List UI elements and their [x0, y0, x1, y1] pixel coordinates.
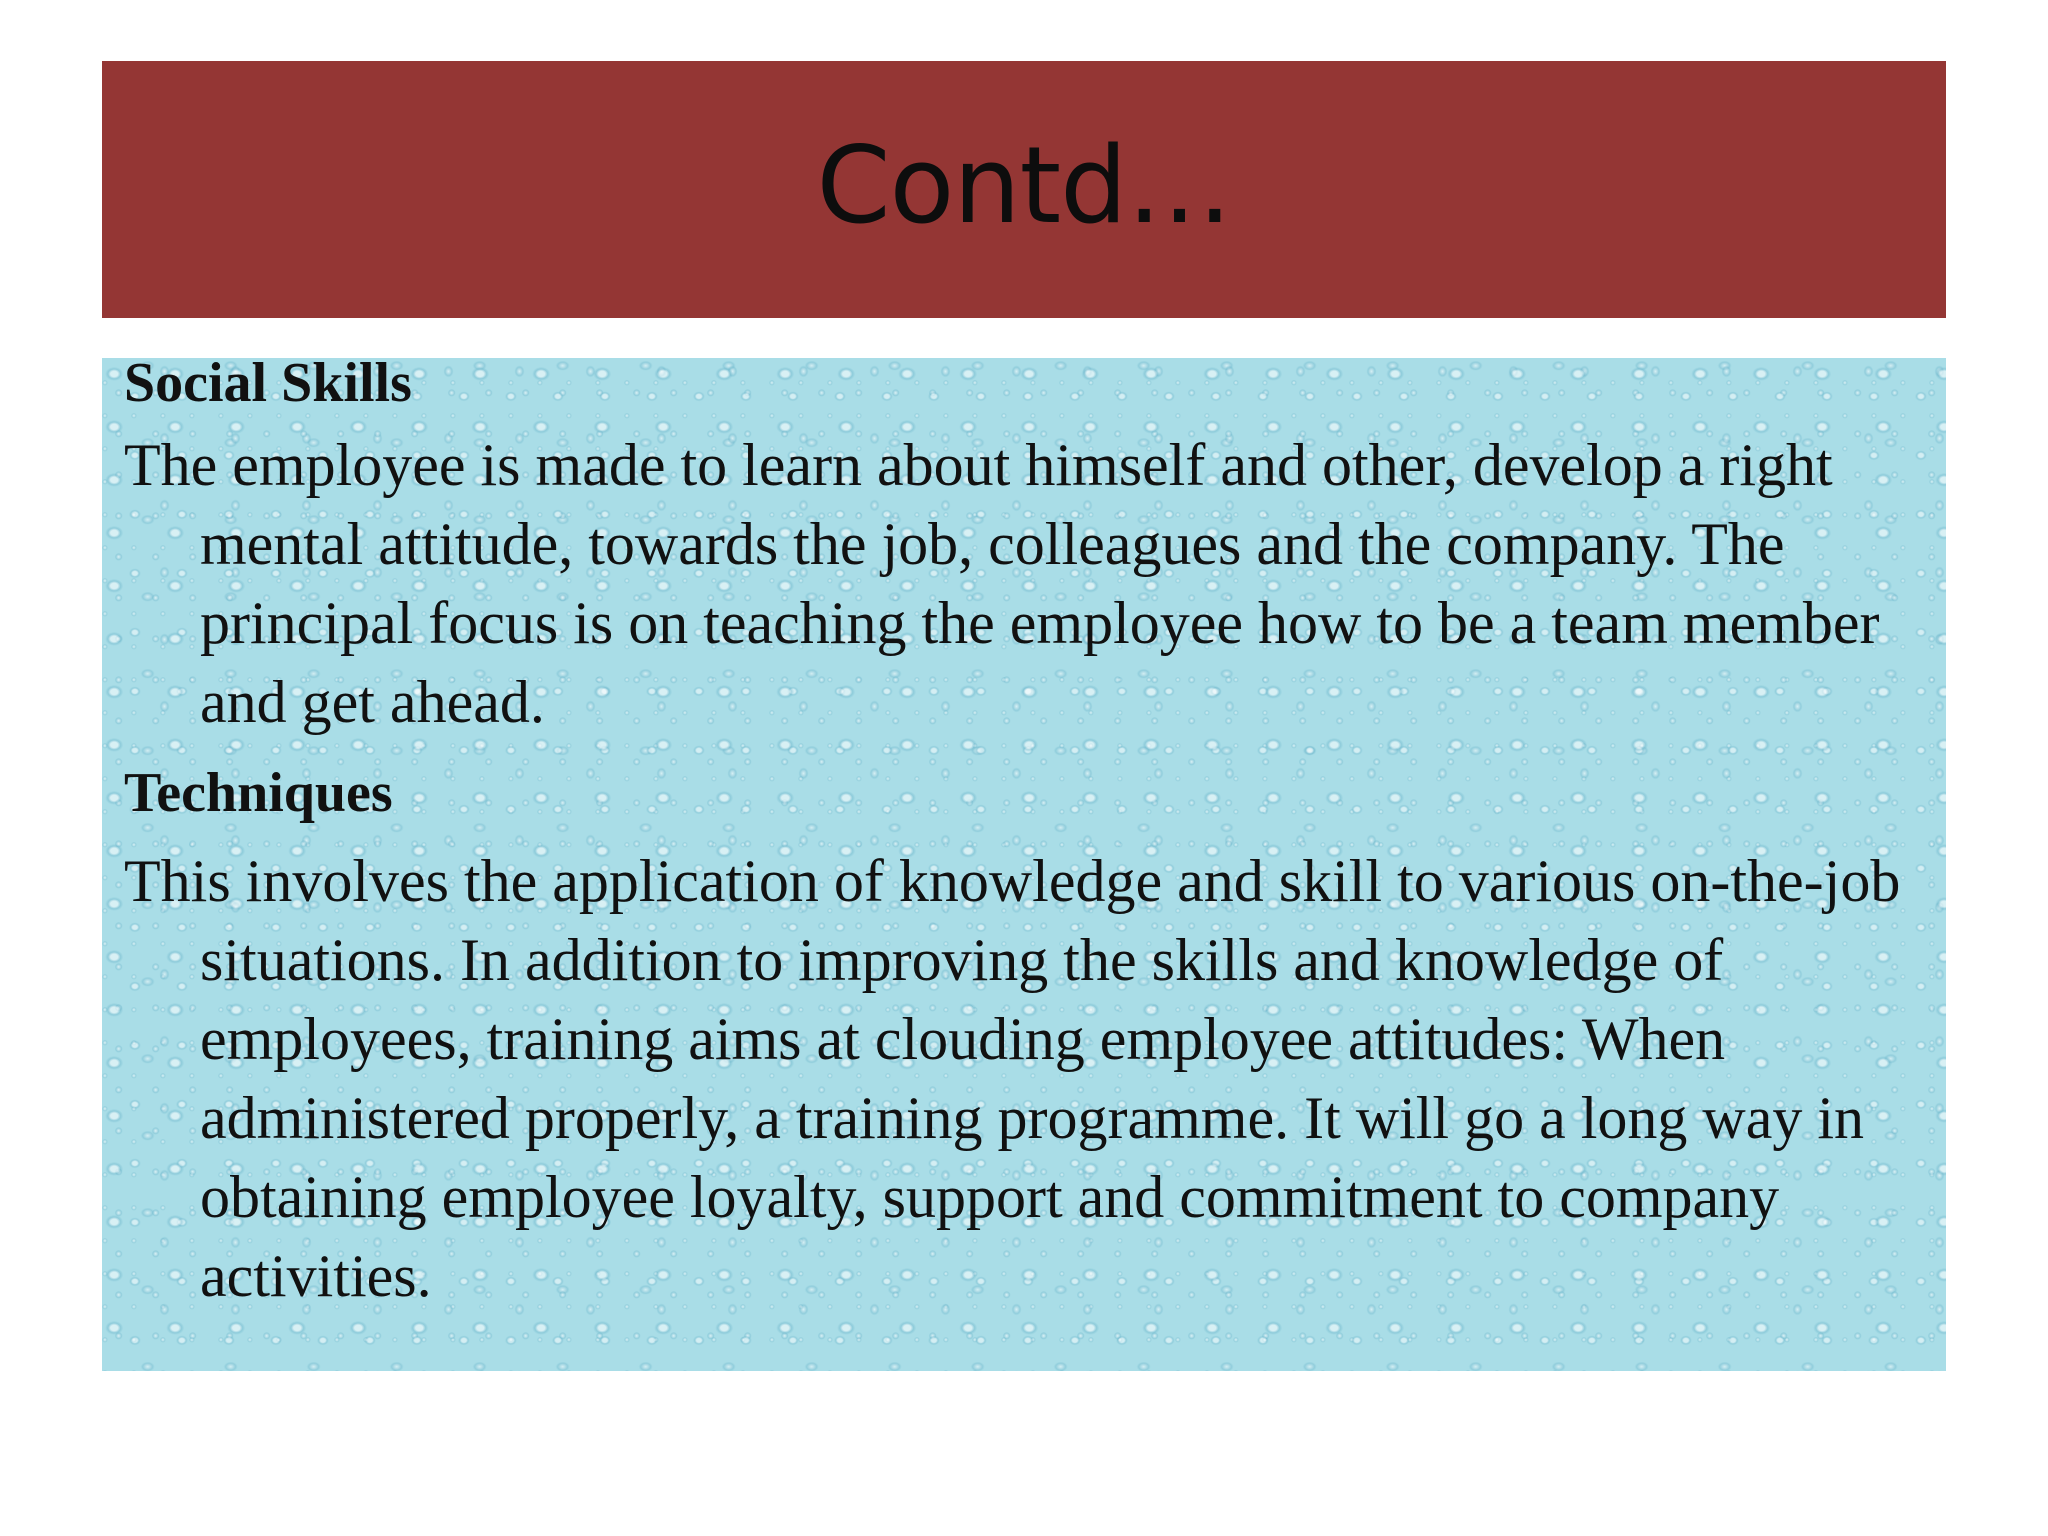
slide-title: Contd…	[816, 123, 1232, 247]
content-text	[124, 340, 1944, 1316]
section-heading-social-skills: Social Skills	[124, 352, 412, 414]
section-heading-techniques: Techniques	[124, 762, 393, 824]
section-paragraph-social-skills: The employee is made to learn about himself and other, develop a right mental attitude, towards the job, colleagues and the company. The principal focus is on teaching the employee how to be a team member and get ahead.	[124, 432, 1880, 735]
spacer	[124, 742, 1944, 750]
title-bar	[102, 61, 1946, 318]
section-paragraph-techniques: This involves the application of knowledge and skill to various on-the-job situations. In addition to improving the skills and knowledge of employees, training aims at clouding employee attitudes: When administered properly, a training programme. It will go a long way in obtaining employee loyalty, support and commitment to company activities.	[124, 848, 1901, 1309]
